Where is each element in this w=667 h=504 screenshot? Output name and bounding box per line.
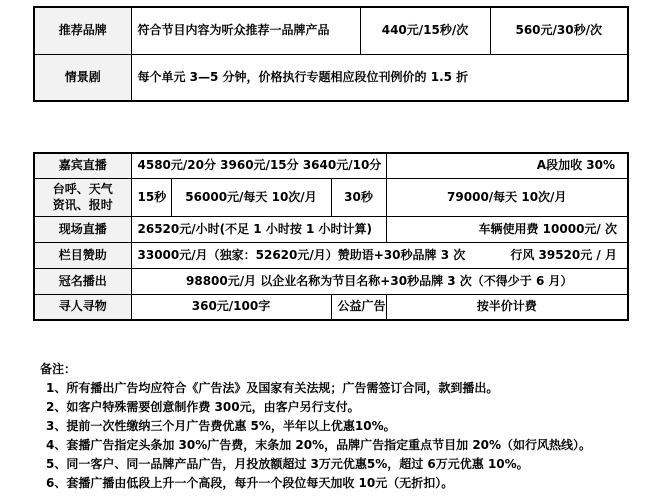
- table-row: [34, 294, 628, 320]
- title-sponsor-price: 98800元/月 以企业名称为节目名称+30秒品牌 3 次（不得少于 6 月）: [131, 268, 628, 294]
- ad-pricing-table-top: [33, 6, 629, 102]
- notes-title: 备注：: [40, 362, 77, 376]
- table-row: [34, 153, 628, 178]
- row-label: 推荐品牌: [34, 7, 131, 54]
- price-15s: 56000元/每天 10次/月: [171, 178, 331, 216]
- row-label: 冠名播出: [34, 268, 131, 294]
- price-30s: 79000/每天 10次/月: [386, 178, 628, 216]
- note-item: 4、套播广告指定头条加 30%广告费，末条加 20%，品牌广告指定重点节目加 20%（如行风热线）。: [46, 438, 592, 452]
- row-label: 嘉宾直播: [34, 153, 131, 178]
- hangfeng-price: 行风 39520元 / 月: [510, 247, 617, 262]
- duration-30s: 30秒: [331, 178, 386, 216]
- sponsor-cell: [131, 242, 628, 268]
- row-label: 寻人寻物: [34, 294, 131, 320]
- duration-15s: 15秒: [131, 178, 171, 216]
- table-row: [34, 216, 628, 242]
- row-label-line: 资讯、报时: [52, 198, 113, 212]
- guest-live-surcharge: A段加收 30%: [386, 153, 628, 178]
- notes-section: [40, 360, 591, 493]
- note-item: 2、如客户特殊需要创意制作费 300元，由客户另行支付。: [46, 400, 360, 414]
- table-row: [34, 178, 628, 216]
- table-row: [34, 242, 628, 268]
- table-row: [34, 268, 628, 294]
- missing-notice-price: 360元/100字: [131, 294, 331, 320]
- price-30s: 560元/30秒/次: [490, 7, 628, 54]
- row-label: [34, 178, 131, 216]
- note-item: 6、套播广播由低段上升一个高段，每升一个段位每天加收 10元（无折扣）。: [46, 476, 454, 490]
- public-ad-price: 按半价计费: [386, 294, 628, 320]
- public-ad-label: 公益广告: [331, 294, 386, 320]
- row-label: 栏目赞助: [34, 242, 131, 268]
- sponsor-price: 33000元/月（独家：52620元/月）赞助语+30秒品牌 3 次: [137, 247, 466, 262]
- price-15s: 440元/15秒/次: [360, 7, 490, 54]
- row-description: 每个单元 3—5 分钟，价格执行专题相应段位刊例价的 1.5 折: [131, 54, 628, 101]
- row-description: 符合节目内容为听众推荐一品牌产品: [131, 7, 360, 54]
- row-label: 情景剧: [34, 54, 131, 101]
- row-label-line: 台呼、天气: [52, 182, 113, 196]
- ad-pricing-table-bottom: [33, 152, 629, 321]
- vehicle-fee: 车辆使用费 10000元/ 次: [386, 216, 628, 242]
- table-row: [34, 7, 628, 54]
- row-label: 现场直播: [34, 216, 131, 242]
- guest-live-prices: 4580元/20分 3960元/15分 3640元/10分: [131, 153, 386, 178]
- table-row: [34, 54, 628, 101]
- note-item: 5、同一客户、同一品牌产品广告，月投放额超过 3万元优惠5%，超过 6万元优惠 10%。: [46, 457, 529, 471]
- note-item: 1、所有播出广告均应符合《广告法》及国家有关法规；广告需签订合同，款到播出。: [46, 381, 499, 395]
- note-item: 3、提前一次性缴纳三个月广告费优惠 5%，半年以上优惠10%。: [46, 419, 396, 433]
- onsite-price: 26520元/小时(不足 1 小时按 1 小时计算): [131, 216, 386, 242]
